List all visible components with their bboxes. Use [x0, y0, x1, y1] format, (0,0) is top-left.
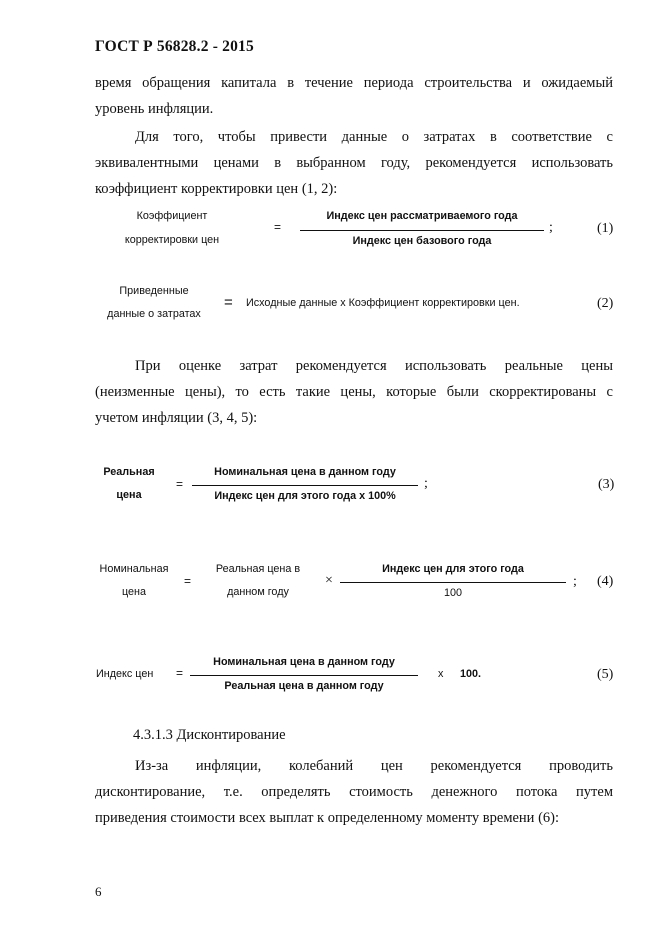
formula-5-times: х [438, 668, 444, 680]
formula-5-denominator: Реальная цена в данном году [224, 680, 384, 692]
formula-5-lhs: Индекс цен [96, 668, 154, 680]
paragraph-3 [95, 353, 613, 405]
section-heading: 4.3.1.3 Дисконтирование [133, 727, 286, 743]
formula-5-equals: = [176, 666, 184, 680]
formula-1-lhs-line1: Коэффициент [136, 210, 208, 222]
formula-3-numerator: Номинальная цена в данном году [214, 466, 396, 478]
paragraph-3-end [95, 405, 613, 431]
paragraph-line: время обращения капитала в течение периода строительства и ожидаемый [95, 75, 613, 91]
paragraph-line: приведения стоимости всех выплат к определенному моменту времени (6): [95, 810, 560, 826]
formula-3-fraction-line [192, 485, 418, 486]
formula-1-punct: ; [549, 220, 553, 235]
formula-1-equals: = [274, 220, 282, 234]
formula-1-number: (1) [597, 221, 614, 236]
paragraph-line: учетом инфляции (3, 4, 5): [95, 410, 258, 426]
formula-4-times: × [325, 573, 333, 588]
formula-3-denominator: Индекс цен для этого года х 100% [214, 490, 396, 502]
formula-5-factor: 100. [460, 668, 482, 680]
paragraph-line: уровень инфляции. [95, 101, 214, 117]
paragraph-line: Для того, чтобы привести данные о затратах в соответствие с [135, 129, 613, 145]
document-header: ГОСТ Р 56828.2 - 2015 [95, 38, 254, 55]
paragraph-2-end [95, 176, 613, 202]
formula-1-denominator: Индекс цен базового года [352, 235, 492, 247]
formula-2-rhs: Исходные данные х Коэффициент корректировки цен. [246, 297, 520, 309]
paragraph-2 [95, 124, 613, 176]
paragraph-1 [95, 70, 613, 96]
formula-3-punct: ; [424, 476, 428, 491]
formula-4-denominator: 100 [443, 587, 462, 599]
paragraph-line: Из-за инфляции, колебаний цен рекомендуется проводить [135, 758, 613, 774]
formula-4-equals: = [184, 574, 192, 588]
formula-2-lhs-line2: данные о затратах [107, 308, 201, 320]
paragraph-1-end [95, 96, 613, 122]
formula-5-numerator: Номинальная цена в данном году [213, 656, 395, 668]
formula-2-number: (2) [597, 296, 614, 311]
paragraph-line: При оценке затрат рекомендуется использовать реальные цены [135, 358, 613, 374]
formula-5-fraction-line [190, 675, 418, 676]
paragraph-line: эквивалентными ценами в выбранном году, рекомендуется использовать [95, 155, 613, 171]
paragraph-4 [95, 753, 613, 805]
paragraph-line: коэффициент корректировки цен (1, 2): [95, 181, 338, 197]
formula-2-equals: = [224, 294, 233, 311]
page-number: 6 [95, 884, 102, 899]
formula-1-lhs-line2: корректировки цен [124, 234, 220, 246]
formula-1-fraction-line [300, 230, 544, 231]
formula-4-punct: ; [573, 574, 577, 589]
formula-3-lhs-line2: цена [116, 489, 142, 501]
formula-4-fraction-line [340, 582, 566, 583]
formula-3-lhs-line1: Реальная [103, 466, 155, 478]
formula-4-numerator: Индекс цен для этого года [382, 563, 524, 575]
formula-4-middle-line2: данном году [227, 586, 289, 598]
formula-4-number: (4) [597, 574, 614, 589]
formula-2-lhs-line1: Приведенные [119, 285, 189, 297]
formula-4-middle-line1: Реальная цена в [215, 563, 301, 575]
formula-1-numerator: Индекс цен рассматриваемого года [326, 210, 518, 222]
formula-5-number: (5) [597, 667, 614, 682]
formula-3-equals: = [176, 477, 184, 491]
paragraph-line: дисконтирование, т.е. определять стоимость денежного потока путем [95, 784, 613, 800]
paragraph-line: (неизменные цены), то есть такие цены, которые были скорректированы с [95, 384, 613, 400]
formula-3-number: (3) [598, 477, 615, 492]
paragraph-4-end [95, 805, 613, 831]
formula-4-lhs-line2: цена [121, 586, 147, 598]
formula-4-lhs-line1: Номинальная [99, 563, 169, 575]
